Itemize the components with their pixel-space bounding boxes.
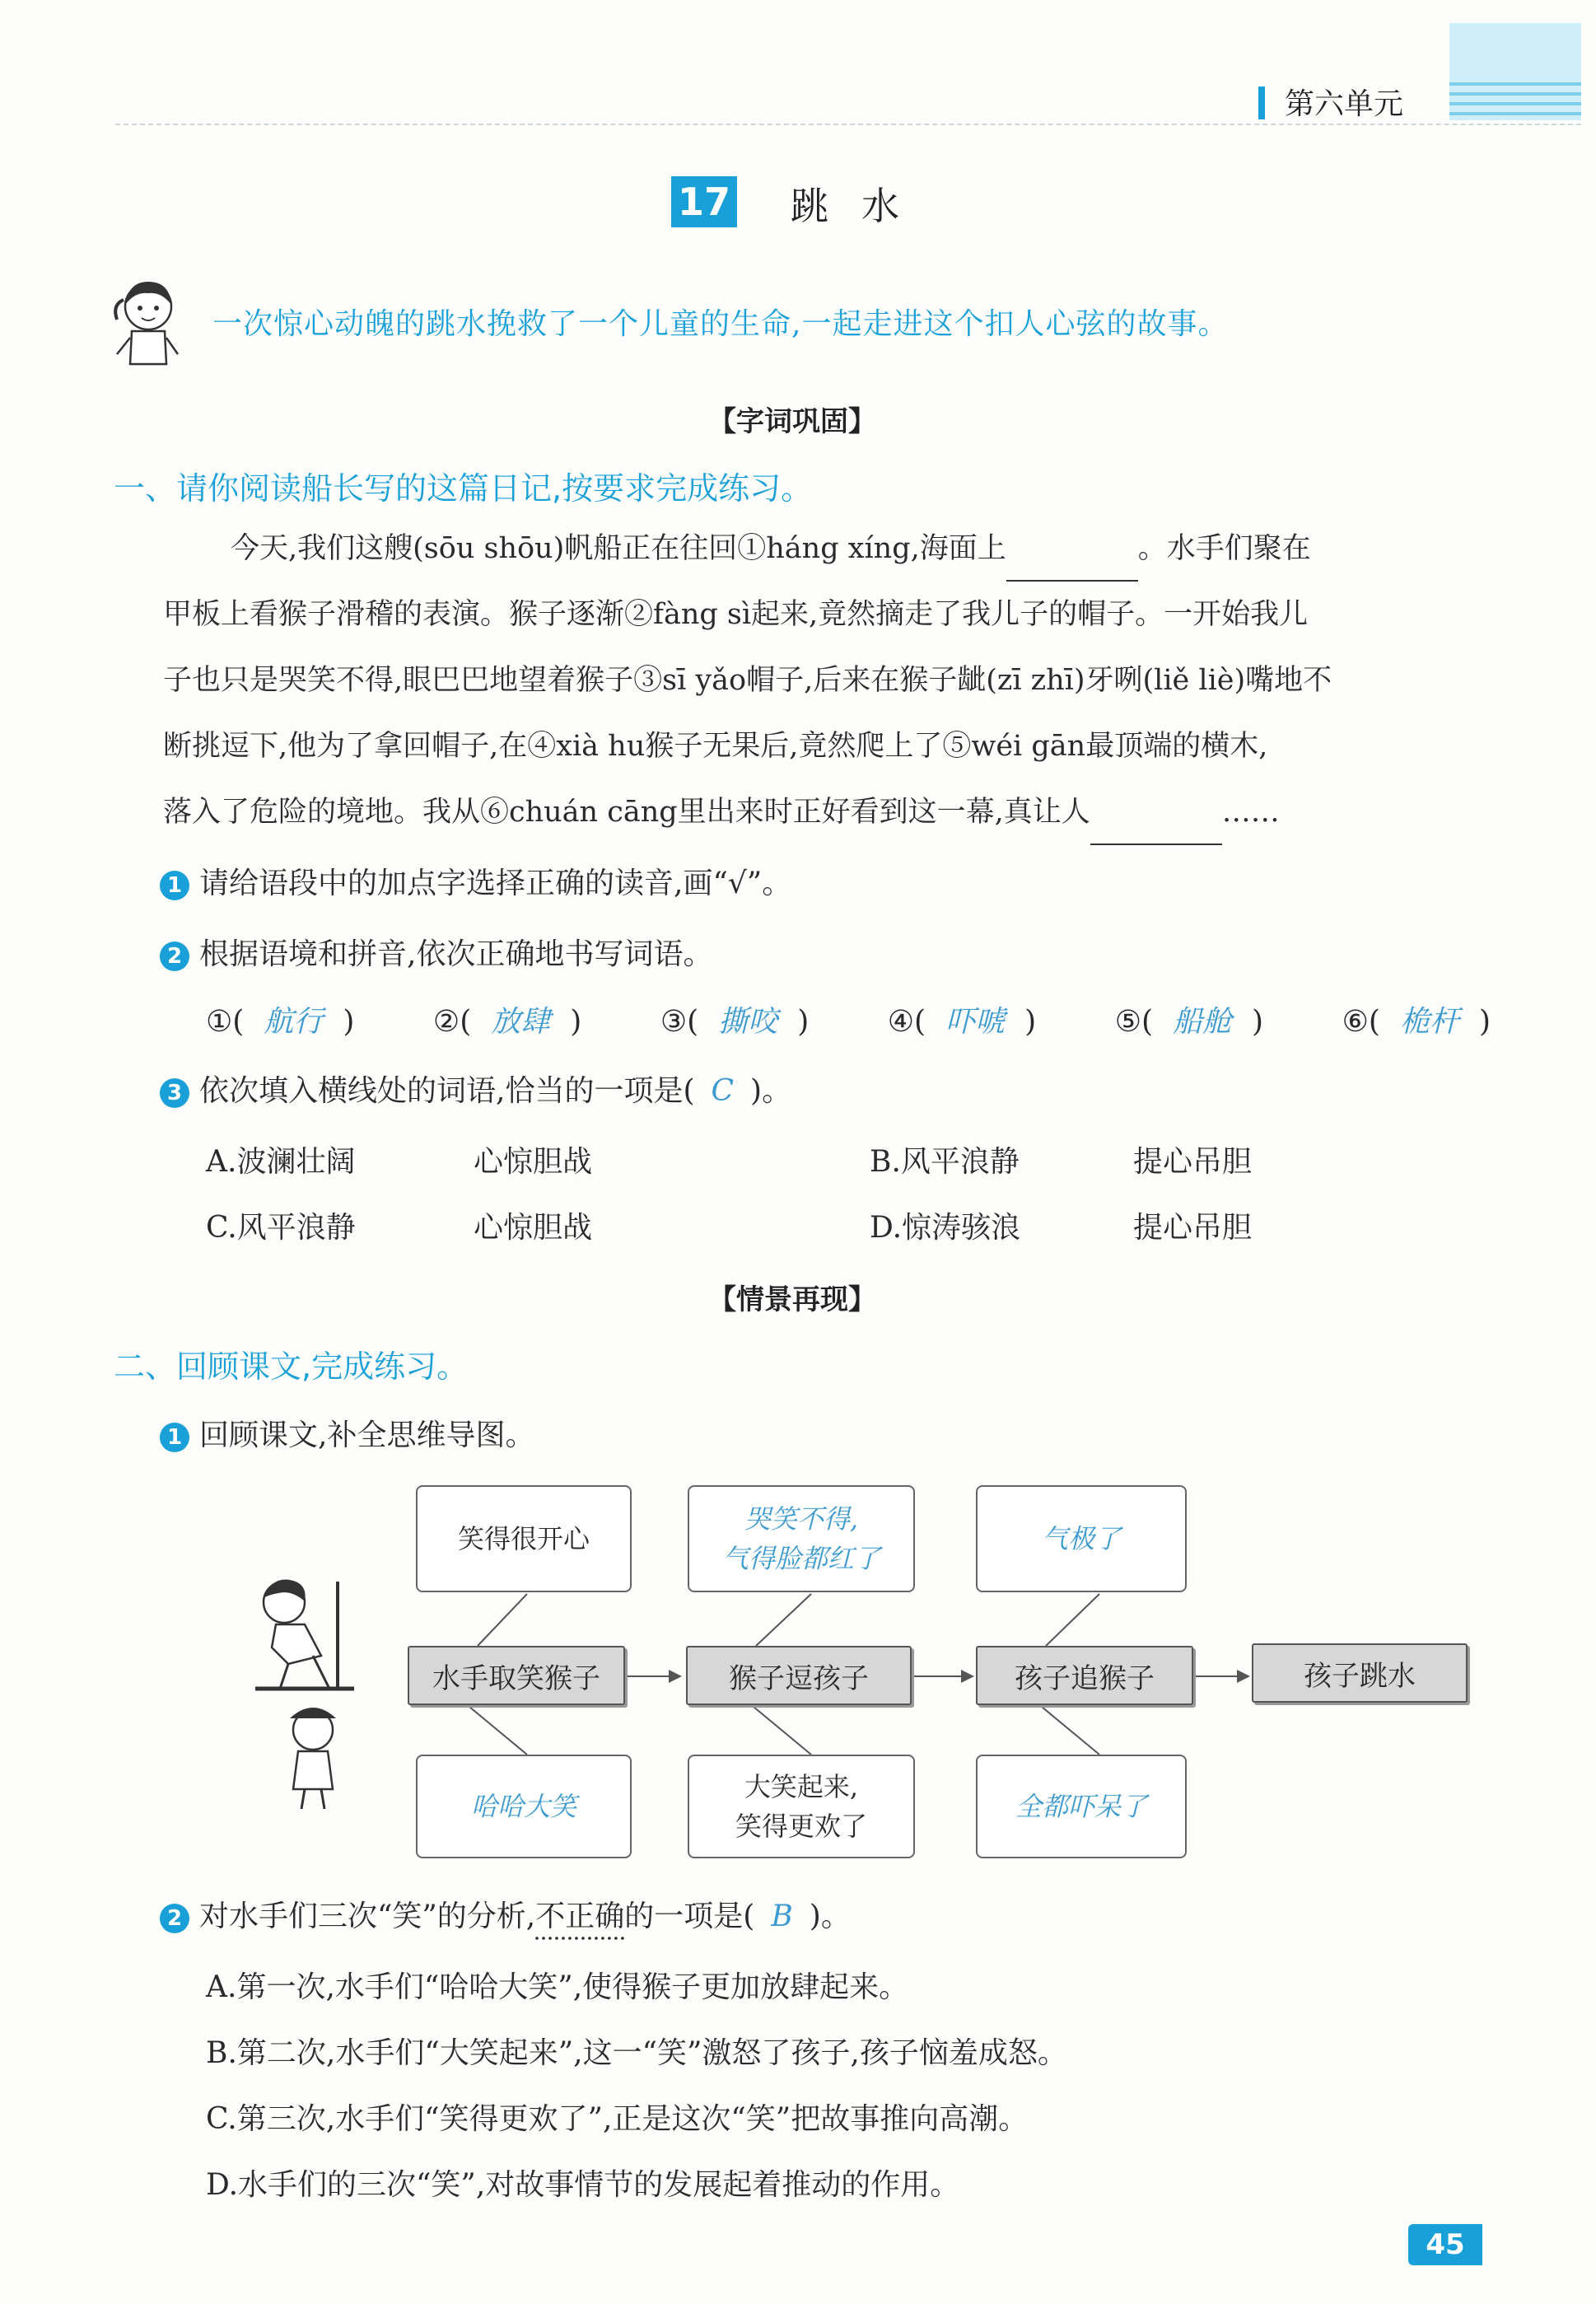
lesson-intro: 一次惊心动魄的跳水挽救了一个儿童的生命,一起走进这个扣人心弦的故事。: [212, 307, 1229, 341]
diary-line-3: 子也只是哭笑不得,眼巴巴地望着猴子③sī yǎo帽子,后来在猴子龇(zī zhī)牙咧(liě liè)嘴地不: [163, 664, 1332, 697]
mindmap-bottom-box-2: 大笑起来, 笑得更欢了: [688, 1755, 915, 1858]
mindmap-main-node-4: 孩子跳水: [1252, 1643, 1468, 1703]
option-a: A.波澜壮阔 心惊胆战: [206, 1145, 593, 1179]
question-number-badge: 2: [160, 942, 189, 971]
diary-line-4: 断挑逗下,他为了拿回帽子,在④xià hu猴子无果后,竟然爬上了⑤wéi gān最顶端的横木,: [163, 730, 1268, 763]
sub-question-1: 1 请给语段中的加点字选择正确的读音,画“√”。: [160, 860, 791, 902]
mindmap-main-node-2: 猴子逗孩子: [686, 1646, 912, 1705]
word-answer: ②( 放肆 ): [432, 1005, 582, 1039]
mindmap-top-box-1: 笑得很开心: [416, 1485, 632, 1592]
sub-question-2-2: 2 对水手们三次“笑”的分析,不正确的一项是( B )。: [160, 1893, 851, 1935]
word-answer: ①( 航行 ): [206, 1005, 355, 1039]
diary-line-2: 甲板上看猴子滑稽的表演。猴子逐渐②fàng sì起来,竟然摘走了我儿子的帽子。一开始我儿: [163, 598, 1309, 631]
choice-answer: B: [771, 1900, 793, 1933]
mindmap-top-box-3: 气极了: [976, 1485, 1187, 1592]
sub-question-2: 2 根据语境和拼音,依次正确地书写词语。: [160, 931, 712, 973]
mindmap-bottom-box-3: 全都吓呆了: [976, 1755, 1187, 1858]
mindmap-main-node-1: 水手取笑猴子: [408, 1646, 625, 1705]
question-number-badge: 2: [160, 1904, 189, 1933]
sub-question-2-1: 1 回顾课文,补全思维导图。: [160, 1412, 534, 1454]
mindmap-main-node-3: 孩子追猴子: [976, 1646, 1193, 1705]
question-number-badge: 3: [160, 1078, 189, 1108]
option-a: A.第一次,水手们“哈哈大笑”,使得猴子更加放肆起来。: [206, 1970, 909, 2004]
word-answer: ③( 撕咬 ): [660, 1005, 810, 1039]
option-b: B.风平浪静 提心吊胆: [870, 1145, 1253, 1179]
mindmap-top-box-2: 哭笑不得, 气得脸都红了: [688, 1485, 915, 1592]
word-answer: ⑥( 桅杆 ): [1342, 1005, 1491, 1039]
question-number-badge: 1: [160, 871, 189, 900]
choice-answer: C: [711, 1074, 735, 1108]
question-two-title: 二、回顾课文,完成练习。: [114, 1348, 469, 1385]
mindmap-bottom-box-1: 哈哈大笑: [416, 1755, 632, 1858]
sailors-illustration-icon: [239, 1565, 395, 1812]
diary-line-5: 落入了危险的境地。我从⑥chuán cāng里出来时正好看到这一幕,真让人 ……: [163, 779, 1280, 845]
option-d: D.惊涛骇浪 提心吊胆: [870, 1211, 1253, 1245]
option-d: D.水手们的三次“笑”,对故事情节的发展起着推动的作用。: [206, 2168, 960, 2202]
question-one-title: 一、请你阅读船长写的这篇日记,按要求完成练习。: [114, 470, 813, 507]
section-heading-scene: 【情景再现】: [708, 1283, 876, 1316]
lesson-number: 17: [671, 176, 737, 227]
option-c: C.风平浪静 心惊胆战: [206, 1211, 593, 1245]
lesson-title: 跳水: [791, 184, 932, 228]
section-heading-vocabulary: 【字词巩固】: [708, 405, 876, 438]
word-answer: ⑤( 船舱 ): [1114, 1005, 1264, 1039]
page-number: 45: [1408, 2224, 1482, 2265]
sub-question-3: 3 依次填入横线处的词语,恰当的一项是( C )。: [160, 1068, 791, 1110]
option-b: B.第二次,水手们“大笑起来”,这一“笑”激怒了孩子,孩子恼羞成怒。: [206, 2036, 1067, 2070]
option-c: C.第三次,水手们“笑得更欢了”,正是这次“笑”把故事推向高潮。: [206, 2102, 1029, 2136]
diary-line-1: 今天,我们这艘(sōu shōu)帆船正在往回①háng xíng,海面上 。水手们聚在: [231, 516, 1311, 582]
emphasis-not-correct: 不正确: [535, 1900, 625, 1933]
unit-label: 第六单元: [1285, 87, 1404, 121]
question-number-badge: 1: [160, 1423, 189, 1452]
word-answer: ④( 吓唬 ): [887, 1005, 1037, 1039]
